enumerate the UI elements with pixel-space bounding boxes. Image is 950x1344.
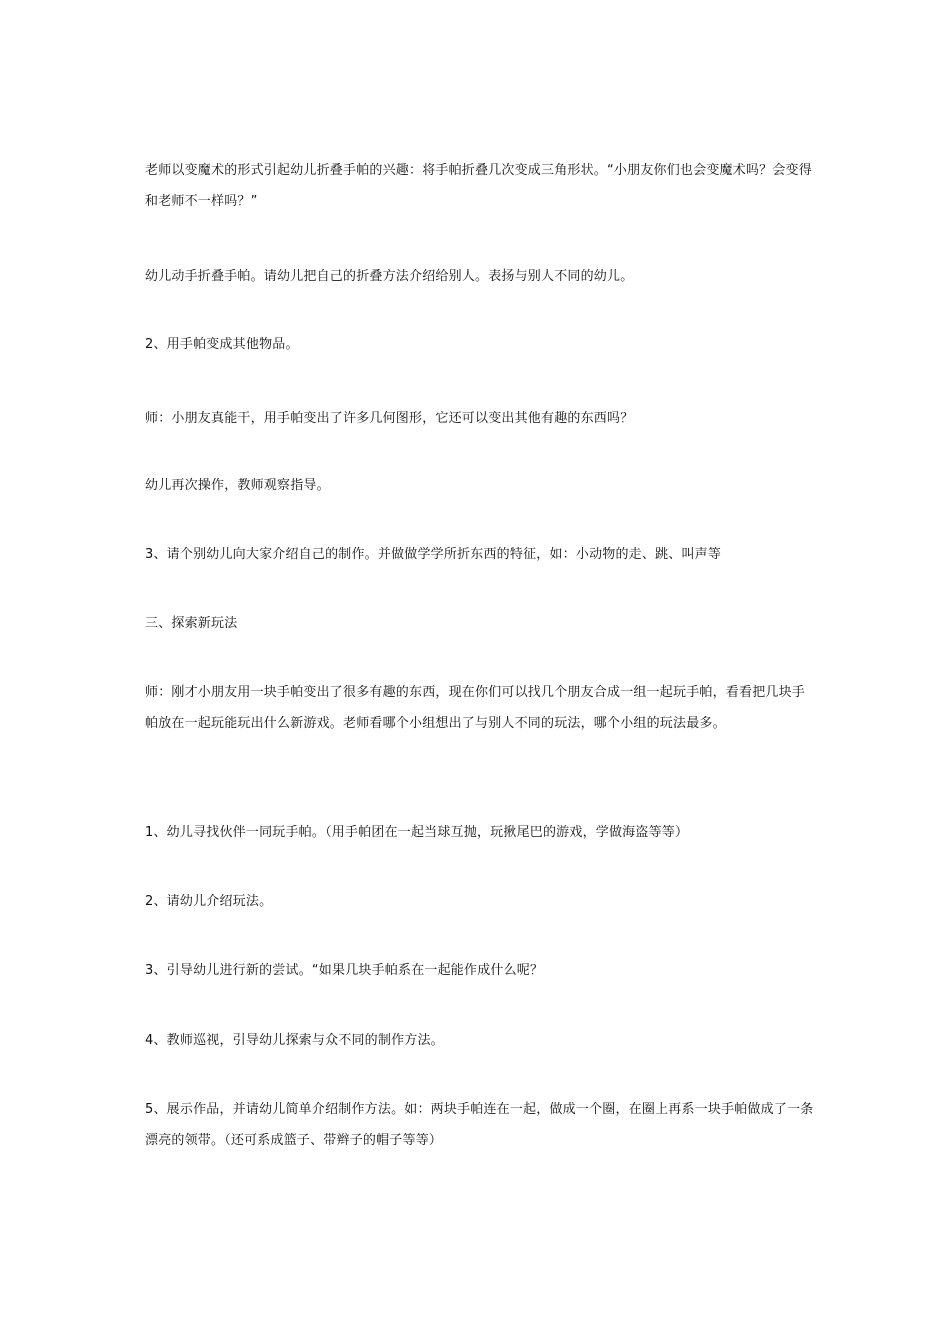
paragraph-step-3-intro: 3、请个别幼儿向大家介绍自己的制作。并做做学学所折东西的特征，如：小动物的走、跳、叫声等: [145, 547, 722, 562]
section-heading-explore: 三、探索新玩法: [145, 616, 238, 631]
paragraph-item-1: 1、幼儿寻找伙伴一同玩手帕。（用手帕团在一起当球互抛，玩揪尾巴的游戏，学做海盗等等）: [145, 825, 689, 840]
paragraph-step-2-heading: 2、用手帕变成其他物品。: [145, 337, 299, 352]
paragraph-children-operate: 幼儿再次操作，教师观察指导。: [145, 478, 330, 493]
paragraph-children-fold: 幼儿动手折叠手帕。请幼儿把自己的折叠方法介绍给别人。表扬与别人不同的幼儿。: [145, 269, 634, 284]
paragraph-magic-intro: 老师以变魔术的形式引起幼儿折叠手帕的兴趣：将手帕折叠几次变成三角形状。“小朋友你们也会变魔术吗？会变得和老师不一样吗？”: [145, 163, 812, 209]
paragraph-teacher-question: 师：小朋友真能干，用手帕变出了许多几何图形，它还可以变出其他有趣的东西吗？: [145, 411, 634, 426]
paragraph-item-5: 5、展示作品，并请幼儿简单介绍制作方法。如：两块手帕连在一起，做成一个圈，在圈上再系一块手帕做成了一条漂亮的领带。（还可系成篮子、带辫子的帽子等等）: [145, 1102, 814, 1148]
paragraph-item-4: 4、教师巡视，引导幼儿探索与众不同的制作方法。: [145, 1033, 444, 1048]
paragraph-teacher-group-play: 师：刚才小朋友用一块手帕变出了很多有趣的东西，现在你们可以找几个朋友合成一组一起玩手帕，看看把几块手帕放在一起玩能玩出什么新游戏。老师看哪个小组想出了与别人不同的玩法，哪个小组的玩法最多。: [145, 685, 806, 731]
paragraph-item-2: 2、请幼儿介绍玩法。: [145, 894, 273, 909]
paragraph-item-3: 3、引导幼儿进行新的尝试。“如果几块手帕系在一起能作成什么呢？: [145, 963, 544, 978]
